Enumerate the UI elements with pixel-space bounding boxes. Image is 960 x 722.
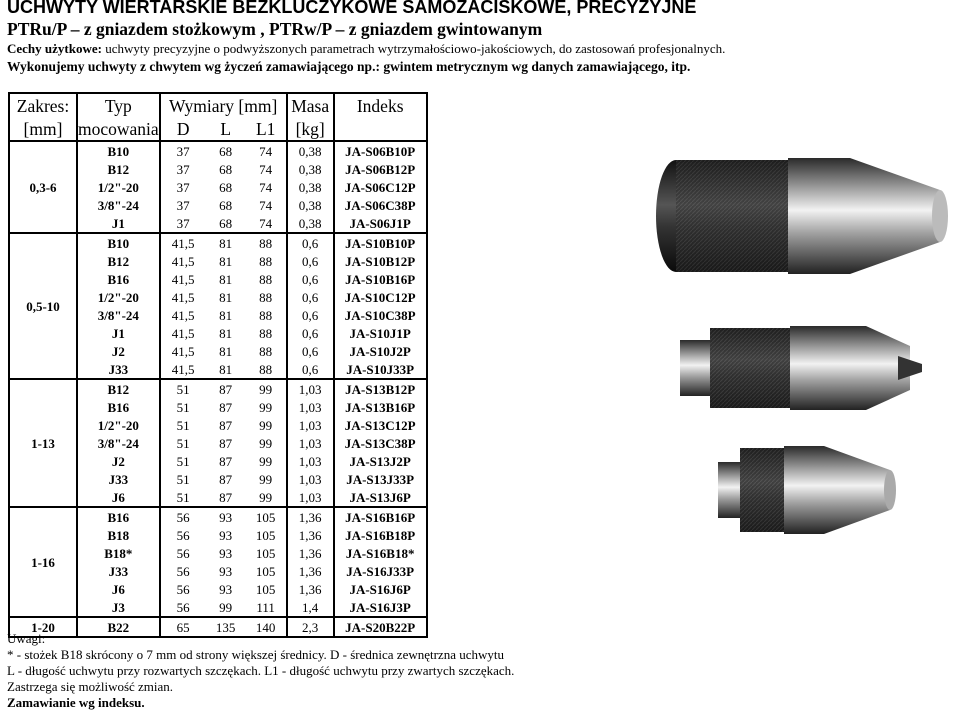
cell-l1: 111: [246, 598, 287, 617]
cell-m: 0,38: [287, 160, 334, 178]
header-indeks-blank: [334, 117, 427, 141]
cell-idx: JA-S20B22P: [334, 617, 427, 637]
cell-d: 41,5: [171, 325, 195, 341]
drill-chuck-large-photo: [656, 158, 948, 274]
cell-idx: JA-S06J1P: [349, 215, 411, 231]
cell-d: 51: [160, 379, 206, 398]
cell-l: 93: [219, 581, 233, 597]
cell-m: 1,36: [287, 562, 334, 580]
cell-l1: 88: [246, 252, 287, 270]
cell-m: 1,03: [287, 488, 334, 507]
cell-d: 37: [176, 179, 190, 195]
cell-typ: J2: [77, 342, 160, 360]
zakres-cell: 1-13: [9, 379, 77, 507]
cell-typ: J33: [77, 360, 160, 379]
cell-l1: 99: [246, 434, 287, 452]
cell-idx: JA-S16B18P: [345, 527, 416, 543]
zakres-cell: 1-20: [9, 617, 77, 637]
cell-l: 68: [206, 141, 246, 160]
cell-l1: 105: [246, 544, 287, 562]
cell-l1: 88: [246, 233, 287, 252]
cell-typ: 3/8"-24: [77, 196, 160, 214]
notes-line-1: * - stożek B18 skrócony o 7 mm od strony większej średnicy. D - średnica zewnętrzna uchwytu: [7, 647, 504, 662]
cell-l: 68: [219, 161, 233, 177]
header-indeks: Indeks: [356, 95, 404, 116]
cell-l1: 105: [246, 580, 287, 598]
cell-m: 0,6: [287, 306, 334, 324]
cell-typ: J1: [77, 324, 160, 342]
cell-idx: JA-S16J33P: [346, 563, 415, 579]
cell-m: 0,6: [287, 288, 334, 306]
cell-m: 1,03: [287, 379, 334, 398]
page-subtitle: PTRu/P – z gniazdem stożkowym , PTRw/P – z gniazdem gwintowanym: [7, 19, 543, 39]
cell-l: 68: [219, 179, 233, 195]
cell-l1: 99: [246, 452, 287, 470]
cell-idx: JA-S10C38P: [344, 307, 416, 323]
cell-idx: JA-S10B16P: [345, 271, 416, 287]
cell-typ: B22: [77, 617, 160, 637]
cell-m: 0,38: [287, 214, 334, 233]
table-row: [9, 141, 427, 160]
zakres-cell: 0,5-10: [9, 233, 77, 379]
cell-m: 1,03: [287, 470, 334, 488]
cell-l1: 105: [246, 562, 287, 580]
cell-m: 0,38: [287, 141, 334, 160]
cell-l1: 99: [246, 470, 287, 488]
cell-m: 1,03: [287, 416, 334, 434]
notes: [7, 631, 514, 711]
cell-l: 87: [219, 435, 233, 451]
cell-idx: JA-S13J2P: [349, 453, 411, 469]
notes-line-4: [7, 695, 514, 711]
cell-l: 93: [219, 527, 233, 543]
cell-idx: JA-S06C12P: [344, 179, 416, 195]
cell-idx: JA-S06B10P: [334, 141, 427, 160]
cell-l1: 74: [246, 214, 287, 233]
cell-d: 41,5: [160, 233, 206, 252]
cell-d: 41,5: [171, 343, 195, 359]
notes-line-2: L - długość uchwytu przy rozwartych szczękach. L1 - długość uchwytu przy zwartych szczękach.: [7, 663, 515, 678]
notes-label: Uwagi:: [7, 631, 46, 646]
cell-typ: 3/8"-24: [77, 434, 160, 452]
header-d: D: [160, 117, 206, 141]
cell-l1: 88: [246, 360, 287, 379]
cell-typ: 1/2"-20: [77, 416, 160, 434]
cell-d: 51: [176, 417, 190, 433]
cell-l: 87: [219, 489, 233, 505]
zakres-cell: 0,3-6: [9, 141, 77, 233]
cell-idx: JA-S13J6P: [349, 489, 411, 505]
custom-order-line: Wykonujemy uchwyty z chwytem wg życzeń zamawiającego np.: gwintem metrycznym wg danych zamawiającego, itp.: [7, 59, 691, 74]
cell-typ: B12: [77, 379, 160, 398]
cell-l: 68: [219, 215, 233, 231]
cell-typ: J6: [77, 580, 160, 598]
cell-idx: JA-S10J2P: [349, 343, 411, 359]
cell-d: 56: [176, 545, 190, 561]
cell-m: 1,36: [287, 580, 334, 598]
page-title: UCHWYTY WIERTARSKIE BEZKLUCZYKOWE SAMOZACISKOWE, PRECYZYJNE: [7, 0, 697, 17]
cell-l1: 105: [246, 507, 287, 526]
cell-l: 135: [206, 617, 246, 637]
cell-d: 56: [176, 599, 190, 615]
table-row: [9, 507, 427, 526]
cell-l: 87: [206, 379, 246, 398]
cell-l1: 74: [246, 141, 287, 160]
cell-idx: JA-S13B12P: [334, 379, 427, 398]
cell-l: 87: [219, 453, 233, 469]
cell-typ: B16: [77, 270, 160, 288]
cell-l: 93: [219, 545, 233, 561]
cell-d: 37: [160, 141, 206, 160]
cell-l1: 99: [246, 379, 287, 398]
cell-d: 37: [176, 161, 190, 177]
cell-idx: JA-S13J33P: [346, 471, 415, 487]
cell-l1: 88: [246, 324, 287, 342]
features-label: Cechy użytkowe:: [7, 41, 102, 56]
cell-typ: B18: [77, 526, 160, 544]
cell-l: 81: [206, 233, 246, 252]
cell-d: 56: [176, 563, 190, 579]
cell-l: 99: [219, 599, 233, 615]
features-line: [7, 41, 957, 57]
cell-l: 93: [206, 507, 246, 526]
cell-d: 51: [176, 489, 190, 505]
header-zakres-unit: [mm]: [9, 117, 77, 141]
header-l1: L1: [246, 117, 287, 141]
cell-idx: JA-S13C38P: [344, 435, 416, 451]
cell-typ: J33: [77, 562, 160, 580]
cell-d: 41,5: [171, 361, 195, 377]
cell-l: 81: [219, 325, 233, 341]
cell-d: 51: [176, 435, 190, 451]
cell-m: 1,36: [287, 544, 334, 562]
cell-d: 41,5: [171, 253, 195, 269]
cell-l: 87: [219, 471, 233, 487]
cell-idx: JA-S16B16P: [334, 507, 427, 526]
cell-l1: 99: [246, 488, 287, 507]
cell-l1: 74: [246, 160, 287, 178]
cell-d: 51: [176, 453, 190, 469]
cell-m: 2,3: [287, 617, 334, 637]
cell-m: 1,03: [287, 452, 334, 470]
cell-m: 0,6: [287, 342, 334, 360]
cell-typ: B16: [77, 507, 160, 526]
cell-m: 0,6: [287, 360, 334, 379]
header-typ-2: mocowania: [77, 117, 160, 141]
cell-typ: J3: [77, 598, 160, 617]
cell-idx: JA-S16J3P: [349, 599, 411, 615]
cell-l1: 74: [246, 178, 287, 196]
cell-m: 0,6: [287, 233, 334, 252]
header-masa: Masa: [287, 93, 334, 117]
cell-d: 56: [176, 581, 190, 597]
spec-table: [8, 92, 428, 638]
cell-d: 41,5: [171, 271, 195, 287]
cell-l1: 88: [246, 342, 287, 360]
features-text: uchwyty precyzyjne o podwyższonych parametrach wytrzymałościowo-jakościowych, do zastosowań profesjonalnych.: [101, 41, 726, 56]
cell-d: 37: [176, 215, 190, 231]
cell-idx: JA-S16B18*: [345, 545, 415, 561]
header-zakres: Zakres:: [9, 93, 77, 117]
drill-chuck-small-photo: [718, 446, 896, 534]
header-typ: Typ: [77, 93, 160, 117]
cell-l1: 88: [246, 270, 287, 288]
header-l: L: [206, 117, 246, 141]
drill-chuck-photos: [640, 150, 960, 560]
cell-typ: 3/8"-24: [77, 306, 160, 324]
cell-l1: 74: [246, 196, 287, 214]
cell-idx: JA-S16J6P: [349, 581, 411, 597]
cell-d: 65: [160, 617, 206, 637]
cell-idx: JA-S10J1P: [349, 325, 411, 341]
cell-d: 56: [176, 527, 190, 543]
cell-typ: J33: [77, 470, 160, 488]
header-masa-unit: [kg]: [287, 117, 334, 141]
cell-m: 0,6: [287, 270, 334, 288]
cell-m: 0,38: [287, 196, 334, 214]
table-row: [9, 379, 427, 398]
cell-typ: J2: [77, 452, 160, 470]
cell-typ: 1/2"-20: [77, 178, 160, 196]
cell-l1: 99: [246, 398, 287, 416]
drill-chuck-medium-photo: [680, 326, 922, 410]
cell-idx: JA-S13C12P: [344, 417, 416, 433]
cell-typ: B16: [77, 398, 160, 416]
cell-m: 0,6: [287, 324, 334, 342]
page-header: [7, 0, 957, 76]
spec-table-body: [9, 141, 427, 637]
cell-idx: JA-S10B12P: [345, 253, 416, 269]
cell-d: 51: [176, 471, 190, 487]
cell-m: 1,03: [287, 434, 334, 452]
cell-typ: B18*: [77, 544, 160, 562]
cell-l: 81: [219, 289, 233, 305]
cell-l: 81: [219, 343, 233, 359]
cell-l: 81: [219, 271, 233, 287]
notes-line-3: Zastrzega się możliwość zmian.: [7, 679, 174, 694]
cell-typ: B12: [77, 252, 160, 270]
cell-l: 68: [219, 197, 233, 213]
cell-m: 0,38: [287, 178, 334, 196]
cell-idx: JA-S10J33P: [346, 361, 415, 377]
table-row: [9, 233, 427, 252]
cell-idx: JA-S10B10P: [334, 233, 427, 252]
cell-l1: 88: [246, 306, 287, 324]
cell-d: 51: [176, 399, 190, 415]
header-wymiary: Wymiary [mm]: [160, 93, 287, 117]
cell-l1: 140: [246, 617, 287, 637]
cell-d: 41,5: [171, 307, 195, 323]
cell-m: 1,03: [287, 398, 334, 416]
cell-idx: JA-S10C12P: [344, 289, 416, 305]
cell-m: 1,36: [287, 526, 334, 544]
cell-typ: B12: [77, 160, 160, 178]
cell-typ: B10: [77, 141, 160, 160]
cell-l1: 99: [246, 416, 287, 434]
cell-l: 81: [219, 307, 233, 323]
cell-idx: JA-S06C38P: [344, 197, 416, 213]
cell-l1: 105: [246, 526, 287, 544]
zakres-cell: 1-16: [9, 507, 77, 617]
cell-m: 1,4: [287, 598, 334, 617]
cell-l: 87: [219, 417, 233, 433]
cell-m: 0,6: [287, 252, 334, 270]
cell-l: 87: [219, 399, 233, 415]
cell-l: 81: [219, 361, 233, 377]
cell-l: 81: [219, 253, 233, 269]
cell-typ: B10: [77, 233, 160, 252]
cell-d: 37: [176, 197, 190, 213]
cell-d: 41,5: [171, 289, 195, 305]
notes-order-text: Zamawianie wg indeksu.: [7, 695, 145, 710]
cell-m: 1,36: [287, 507, 334, 526]
cell-typ: J6: [77, 488, 160, 507]
cell-l: 93: [219, 563, 233, 579]
cell-d: 56: [160, 507, 206, 526]
cell-idx: JA-S13B16P: [345, 399, 416, 415]
cell-typ: J1: [77, 214, 160, 233]
cell-typ: 1/2"-20: [77, 288, 160, 306]
cell-l1: 88: [246, 288, 287, 306]
cell-idx: JA-S06B12P: [345, 161, 416, 177]
